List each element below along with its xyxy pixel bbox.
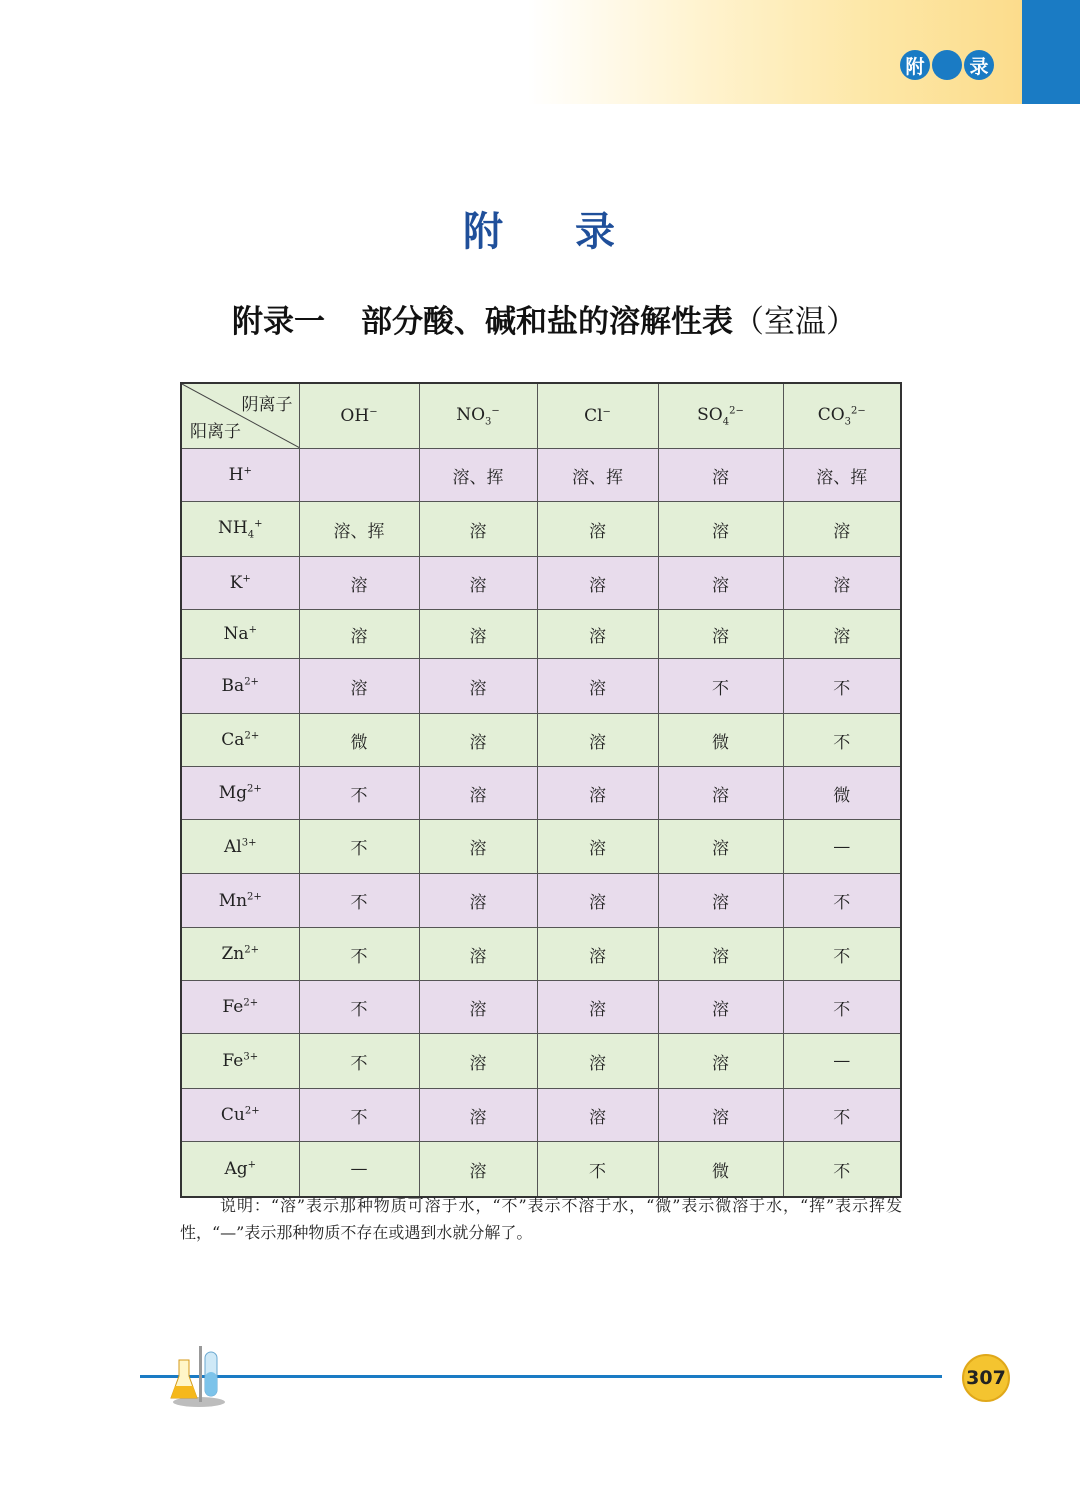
cation-cell — [181, 1089, 299, 1142]
lab-flask-icon — [165, 1342, 229, 1410]
table-row — [181, 1142, 901, 1198]
solubility-cell: 微 — [658, 714, 783, 767]
cation-label: $Ba^{2+}$ — [221, 676, 259, 696]
badge-dot-icon — [932, 50, 962, 80]
solubility-cell: 溶 — [419, 981, 537, 1034]
solubility-cell: 不 — [299, 981, 419, 1034]
solubility-cell: 溶 — [537, 502, 658, 557]
solubility-cell: 溶 — [419, 820, 537, 874]
cation-cell — [181, 874, 299, 928]
anion-label: $SO_4^{2-}$ — [697, 404, 744, 428]
solubility-cell: 溶 — [537, 820, 658, 874]
cation-cell — [181, 714, 299, 767]
anion-header-cell — [419, 383, 537, 449]
solubility-cell: 溶 — [783, 502, 901, 557]
cation-label: $Cu^{2+}$ — [220, 1105, 260, 1125]
page-title — [0, 200, 1080, 257]
anion-label: Cl− — [584, 406, 611, 426]
solubility-cell: 溶 — [299, 610, 419, 659]
solubility-cell: 溶 — [658, 1034, 783, 1089]
solubility-cell: 溶、挥 — [537, 449, 658, 502]
solubility-cell: 不 — [783, 659, 901, 714]
anion-label: $CO_3^{2-}$ — [817, 404, 866, 428]
solubility-cell: 溶 — [419, 714, 537, 767]
solubility-cell: 溶 — [658, 1089, 783, 1142]
cation-cell — [181, 1142, 299, 1198]
page-title-left: 附 — [463, 209, 505, 255]
solubility-cell: 不 — [299, 1089, 419, 1142]
cation-cell — [181, 767, 299, 820]
solubility-cell: 溶 — [658, 767, 783, 820]
solubility-cell: 不 — [299, 1034, 419, 1089]
solubility-table — [180, 382, 902, 1198]
solubility-cell: 溶 — [299, 659, 419, 714]
cation-cell — [181, 820, 299, 874]
solubility-cell: 溶 — [658, 557, 783, 610]
section-heading-note: （室温） — [733, 304, 857, 340]
badge-char-left: 附 — [900, 50, 930, 80]
solubility-cell: 溶 — [658, 610, 783, 659]
footer-line — [140, 1375, 942, 1378]
cation-cell — [181, 1034, 299, 1089]
solubility-cell: 溶 — [537, 981, 658, 1034]
cation-label: $Mn^{2+}$ — [218, 890, 262, 911]
anion-label: OH− — [340, 406, 378, 426]
solubility-cell: — — [783, 1034, 901, 1089]
section-badge — [900, 50, 994, 80]
solubility-cell: 溶 — [658, 981, 783, 1034]
solubility-cell: 不 — [299, 928, 419, 981]
solubility-cell: 微 — [658, 1142, 783, 1198]
solubility-cell: 溶 — [537, 1034, 658, 1089]
solubility-cell: 不 — [783, 1142, 901, 1198]
solubility-cell: 不 — [658, 659, 783, 714]
cation-cell — [181, 502, 299, 557]
corner-label-cation: 阳离子 — [190, 422, 241, 442]
cation-label: $Al^{3+}$ — [224, 836, 257, 857]
solubility-cell: 溶 — [658, 820, 783, 874]
table-row — [181, 659, 901, 714]
table-header-row — [181, 383, 901, 449]
table-row — [181, 557, 901, 610]
solubility-cell: 不 — [783, 714, 901, 767]
solubility-cell: 不 — [783, 874, 901, 928]
table-row — [181, 449, 901, 502]
anion-header-cell — [658, 383, 783, 449]
anion-label: $NO_3^-$ — [456, 404, 500, 428]
solubility-cell: 溶 — [419, 502, 537, 557]
cation-label: H+ — [228, 465, 252, 485]
table-row — [181, 981, 901, 1034]
solubility-cell: 溶 — [537, 1089, 658, 1142]
badge-char-right: 录 — [964, 50, 994, 80]
solubility-cell: 溶 — [658, 449, 783, 502]
section-heading — [232, 296, 857, 341]
cation-cell — [181, 981, 299, 1034]
table-row — [181, 502, 901, 557]
anion-header-cell — [537, 383, 658, 449]
solubility-cell: 不 — [783, 981, 901, 1034]
solubility-cell: 溶 — [783, 610, 901, 659]
table-footnote: 说明：“溶”表示那种物质可溶于水，“不”表示不溶于水，“微”表示微溶于水，“挥”表示挥发性，“—”表示那种物质不存在或遇到水就分解了。 — [180, 1196, 902, 1242]
solubility-cell: 溶、挥 — [419, 449, 537, 502]
solubility-cell: 溶 — [419, 1142, 537, 1198]
table-corner-cell — [181, 383, 299, 449]
solubility-cell: 溶、挥 — [299, 502, 419, 557]
solubility-cell: 溶 — [419, 874, 537, 928]
corner-label-anion: 阴离子 — [241, 395, 293, 415]
cation-cell — [181, 557, 299, 610]
solubility-cell — [299, 449, 419, 502]
table-row — [181, 610, 901, 659]
solubility-cell: 溶 — [537, 874, 658, 928]
solubility-cell: 不 — [783, 928, 901, 981]
section-heading-text: 部分酸、碱和盐的溶解性表 — [361, 304, 733, 340]
solubility-cell: 溶 — [537, 659, 658, 714]
table-row — [181, 820, 901, 874]
solubility-cell: 不 — [537, 1142, 658, 1198]
solubility-cell: 微 — [783, 767, 901, 820]
cation-label: $Ca^{2+}$ — [221, 730, 260, 750]
solubility-cell: 溶 — [419, 659, 537, 714]
anion-header-cell — [299, 383, 419, 449]
solubility-cell: 溶 — [537, 557, 658, 610]
solubility-cell: 溶 — [783, 557, 901, 610]
table-row — [181, 874, 901, 928]
table-row — [181, 714, 901, 767]
page-number: 307 — [962, 1354, 1010, 1402]
table-row — [181, 928, 901, 981]
solubility-cell: 溶 — [419, 767, 537, 820]
solubility-cell: 溶 — [419, 557, 537, 610]
anion-header-cell — [783, 383, 901, 449]
solubility-cell: 溶 — [658, 874, 783, 928]
table-row — [181, 767, 901, 820]
solubility-cell: 溶 — [419, 1089, 537, 1142]
cation-label: Ag+ — [224, 1159, 257, 1179]
table-row — [181, 1089, 901, 1142]
solubility-cell: 不 — [299, 820, 419, 874]
cation-label: $Fe^{2+}$ — [222, 997, 259, 1017]
cation-cell — [181, 928, 299, 981]
solubility-cell: 溶 — [537, 610, 658, 659]
page-title-right: 录 — [575, 209, 617, 255]
solubility-cell: 溶 — [658, 502, 783, 557]
solubility-cell: 溶 — [299, 557, 419, 610]
solubility-cell: 溶 — [537, 714, 658, 767]
table-row — [181, 1034, 901, 1089]
section-heading-number: 附录一 — [232, 304, 325, 340]
solubility-cell: 溶 — [419, 610, 537, 659]
solubility-cell: 不 — [299, 874, 419, 928]
cation-cell — [181, 659, 299, 714]
cation-cell — [181, 449, 299, 502]
cation-cell — [181, 610, 299, 659]
cation-label: $NH_4^+$ — [218, 517, 263, 541]
solubility-cell: 微 — [299, 714, 419, 767]
cation-label: K+ — [229, 573, 251, 593]
solubility-cell: 溶、挥 — [783, 449, 901, 502]
cation-label: Na+ — [223, 624, 257, 644]
solubility-cell: 不 — [299, 767, 419, 820]
cation-label: $Mg^{2+}$ — [218, 783, 262, 803]
solubility-cell: — — [783, 820, 901, 874]
solubility-cell: 溶 — [419, 1034, 537, 1089]
solubility-cell: 不 — [783, 1089, 901, 1142]
solubility-cell: 溶 — [537, 928, 658, 981]
solubility-cell: 溶 — [658, 928, 783, 981]
solubility-cell: — — [299, 1142, 419, 1198]
cation-label: $Zn^{2+}$ — [221, 944, 259, 964]
solubility-cell: 溶 — [419, 928, 537, 981]
solubility-cell: 溶 — [537, 767, 658, 820]
cation-label: $Fe^{3+}$ — [222, 1051, 259, 1071]
header-blue-tab — [1022, 0, 1080, 104]
